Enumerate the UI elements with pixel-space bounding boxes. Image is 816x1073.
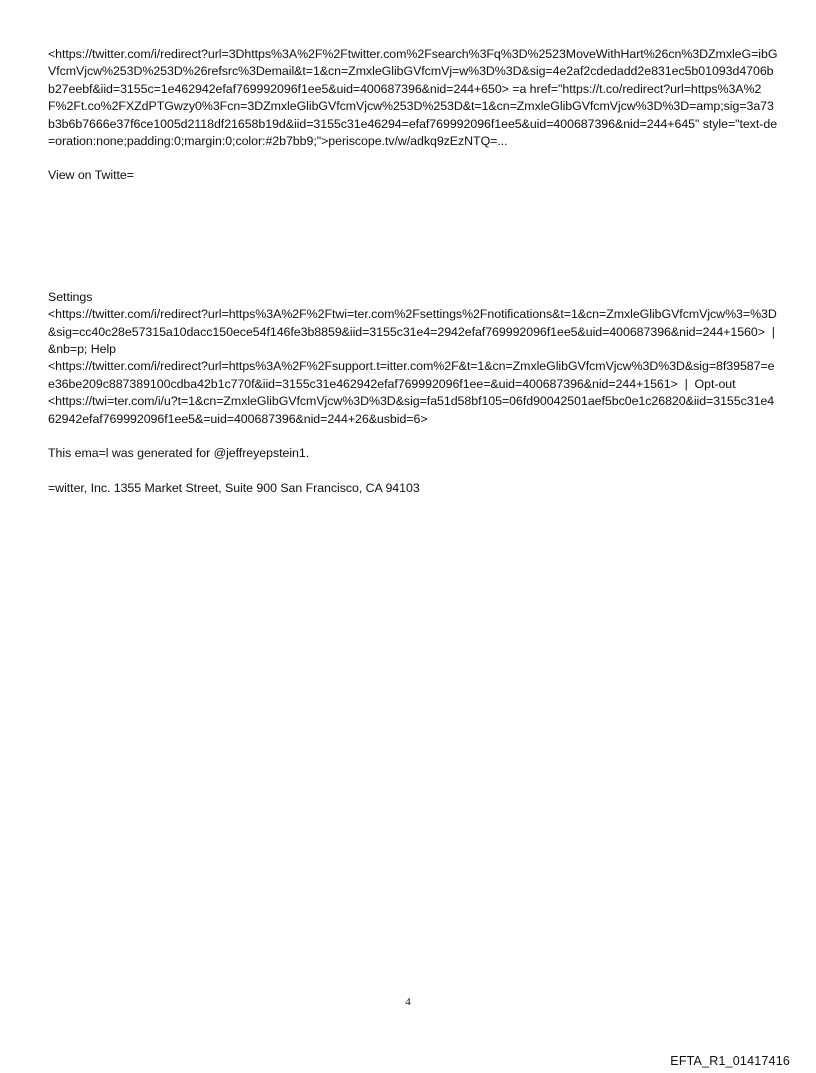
email-body xyxy=(48,46,778,497)
page-number: 4 xyxy=(405,996,411,1008)
generated-for-text: This ema=l was generated for @jeffreyepstein1. xyxy=(48,446,310,461)
redirect-link-block: <https://twitter.com/i/redirect?url=3Dhttps%3A%2F%2Ftwitter.com%2Fsearch%3Fq%3D%2523MoveWithHart%26cn%3DZmxleG=ibGVfcmVjcw%253D%253D%26refsrc%3Demail&t=1&cn=ZmxleGlibGVfcmVj=w%3D%3D&sig=4e2af2cdedadd2e831ec5b01093d4706bb27eebf&iid=3155c=1e462942efaf769992096f1ee5&uid=400687396&nid=244+650> =a href="https://t.co/redirect?url=https%3A%2F%2Ft.co%2FXZdPTGwzy0%3Fcn=3DZmxleGlibGVfcmVjcw%253D%253D&t=1&cn=ZmxleGlibGVfcmVjcw%3D%3D=amp;sig=3a73b3b6b7666e37f6ce1005d2118df21658b19d&iid=3155c31e46294=efaf769992096f1ee5&uid=400687396&nid=244+645" style="text-de=oration:none;padding:0;margin:0;color:#2b7bb9;">periscope.tv/w/adkq9zEzNTQ=... xyxy=(48,47,778,149)
settings-label: Settings xyxy=(48,289,93,304)
view-on-twitter-text: View on Twitte= xyxy=(48,168,134,183)
company-address: =witter, Inc. 1355 Market Street, Suite 900 San Francisco, CA 94103 xyxy=(48,480,420,495)
document-id: EFTA_R1_01417416 xyxy=(670,1054,790,1068)
optout-link: <https://twi=ter.com/i/u?t=1&cn=ZmxleGlibGVfcmVjcw%3D%3D&sig=fa51d58bf105=06fd90042501aef5bc0e1c26820&iid=3155c31e462942efaf769992096f1ee5&=uid=400687396&nid=244+26&usbid=6> xyxy=(48,394,775,426)
settings-link: <https://twitter.com/i/redirect?url=https%3A%2F%2Ftwi=ter.com%2Fsettings%2Fnotifications&t=1&cn=ZmxleGlibGVfcmVjcw%3=%3D&sig=cc40c28e57315a10dacc150ece54f146fe3b8859&iid=3155c31e4=2942efaf769992096f1ee5&uid=400687396&nid=244+1560> |&nb=p; Help xyxy=(48,307,777,357)
help-link: <https://twitter.com/i/redirect?url=https%3A%2F%2Fsupport.t=itter.com%2F&t=1&cn=ZmxleGlibGVfcmVjcw%3D%3D&sig=8f39587=ee36be209c887389100cdba42b1c770f&iid=3155c31e462942efaf769992096f1ee=&uid=400687396&nid=244+1561> | Opt-out xyxy=(48,359,775,391)
